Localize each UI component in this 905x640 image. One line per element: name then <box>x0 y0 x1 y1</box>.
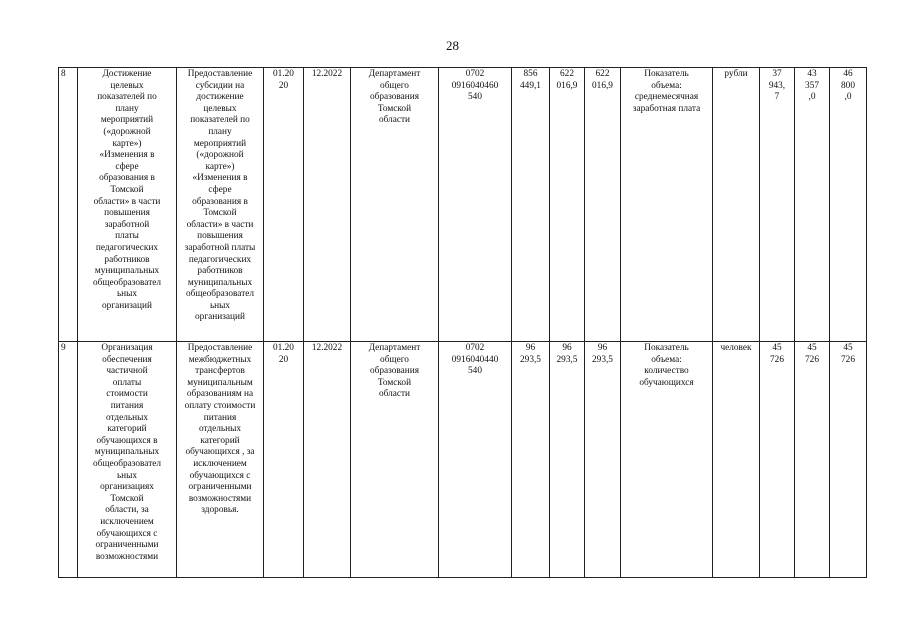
indicator-value-cell: 45 726 <box>830 342 867 578</box>
unit-cell: человек <box>713 342 760 578</box>
start-date-cell: 01.20 20 <box>264 342 304 578</box>
amount-cell: 622 016,9 <box>585 68 621 342</box>
budget-code-cell: 0702 0916040460 540 <box>439 68 512 342</box>
activity-description-cell: Предоставление межбюджетных трансфертов муниципальным образованиям на оплату стоимости питания отдельных категорий обучающихся , за исключением обучающихся с ограниченными возможностями здоровья. <box>177 342 264 578</box>
amount-cell: 96 293,5 <box>550 342 585 578</box>
amount-cell: 856 449,1 <box>512 68 550 342</box>
table-row <box>59 68 867 342</box>
budget-code-cell: 0702 0916040440 540 <box>439 342 512 578</box>
start-date-cell: 01.20 20 <box>264 68 304 342</box>
row-number-cell: 9 <box>59 342 78 578</box>
indicator-cell: Показатель объема: количество обучающихся <box>621 342 713 578</box>
unit-cell: рубли <box>713 68 760 342</box>
activity-name-cell: Достижение целевых показателей по плану мероприятий («дорожной карте») «Изменения в сфере образования в Томской области» в части повышения заработной платы педагогических работников муниципальных общеобразовател ьных организаций <box>78 68 177 342</box>
amount-cell: 622 016,9 <box>550 68 585 342</box>
activities-table <box>58 67 867 578</box>
table-row <box>59 342 867 578</box>
page-number: 28 <box>446 38 459 53</box>
activity-description-cell: Предоставление субсидии на достижение целевых показателей по плану мероприятий («дорожной карте») «Изменения в сфере образования в Томской области» в части повышения заработной платы педагогических работников муниципальных общеобразовател ьных организаций <box>177 68 264 342</box>
indicator-value-cell: 37 943, 7 <box>760 68 795 342</box>
executor-cell: Департамент общего образования Томской области <box>351 342 439 578</box>
amount-cell: 96 293,5 <box>512 342 550 578</box>
activity-name-cell: Организация обеспечения частичной оплаты стоимости питания отдельных категорий обучающихся в муниципальных общеобразовател ьных организациях Томской области, за исключением обучающихся с ограниченными возможностями <box>78 342 177 578</box>
end-date-cell: 12.2022 <box>304 68 351 342</box>
indicator-value-cell: 45 726 <box>760 342 795 578</box>
row-number-cell: 8 <box>59 68 78 342</box>
indicator-value-cell: 45 726 <box>795 342 830 578</box>
indicator-value-cell: 46 800 ,0 <box>830 68 867 342</box>
indicator-cell: Показатель объема: среднемесячная заработная плата <box>621 68 713 342</box>
indicator-value-cell: 43 357 ,0 <box>795 68 830 342</box>
amount-cell: 96 293,5 <box>585 342 621 578</box>
executor-cell: Департамент общего образования Томской области <box>351 68 439 342</box>
end-date-cell: 12.2022 <box>304 342 351 578</box>
